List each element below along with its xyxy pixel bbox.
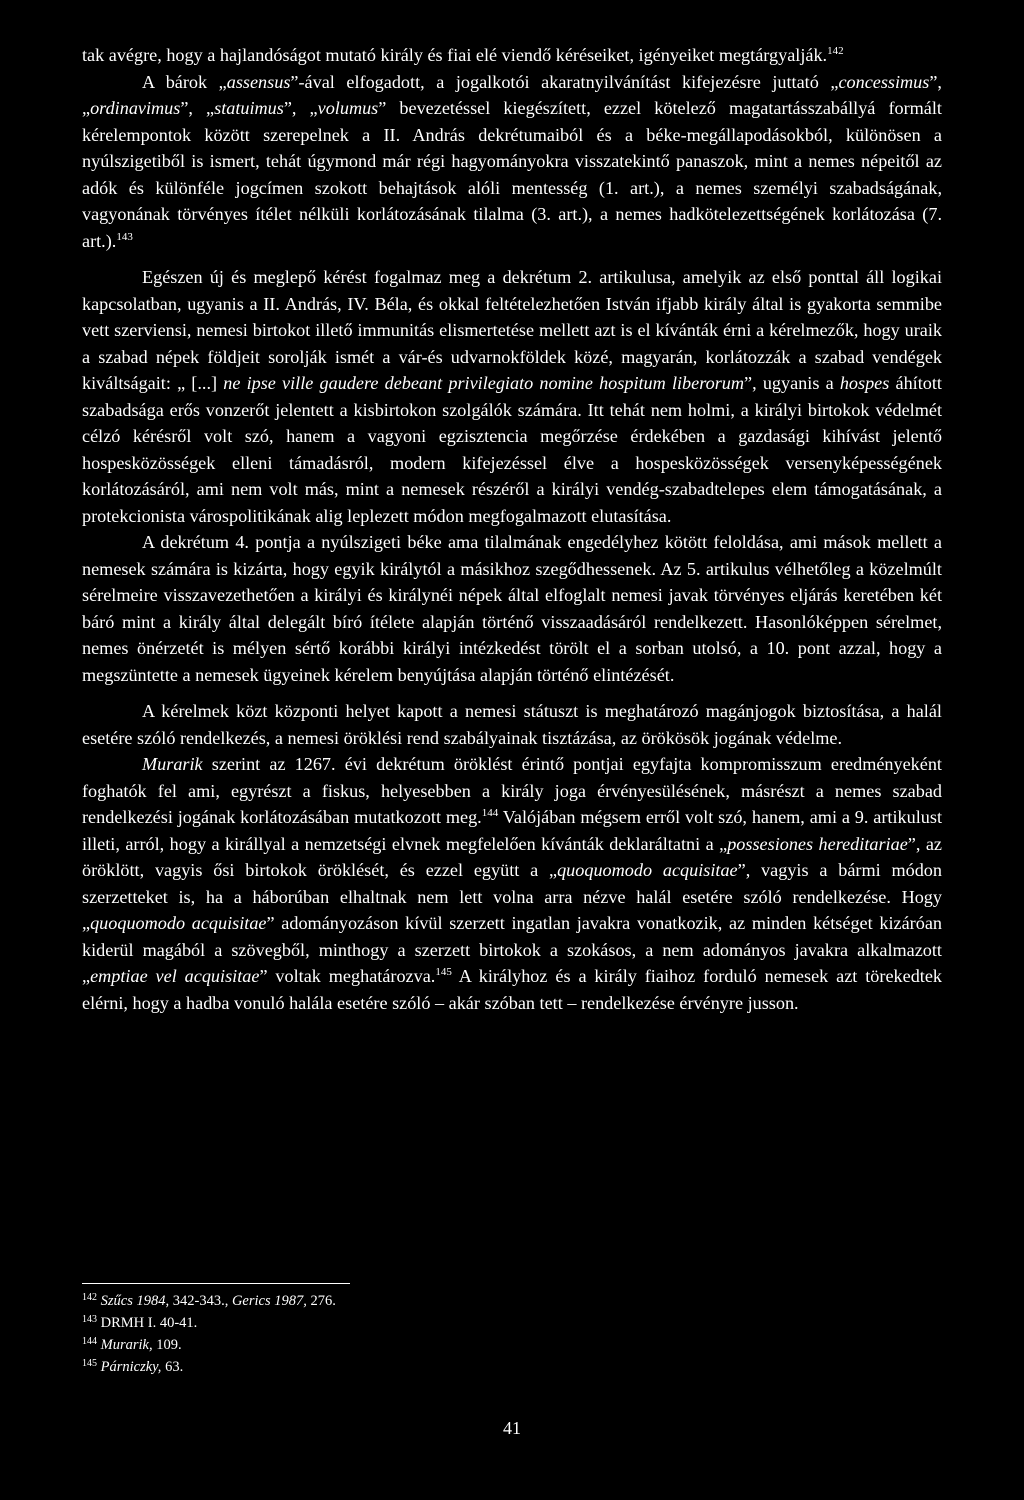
- page-number: 41: [503, 1418, 521, 1438]
- footnote-ref: 145: [435, 966, 452, 978]
- text-run: ” bevezetéssel kiegészített, ezzel kötelező magatartásszabállyá formált kérelempontok között szerepelnek a II. András dekrétumaiból és a béke-megállapodásokból, különösen a nyúlszigetiből is ismert, tehát úgymond már régi hagyományokra visszatekintő panaszok, mint a nemes népeitől az adók és különféle jogcímen szokott behajtások alóli mentesség (1. art.), a nemes személyi szabadságának, vagyonának törvényes ítélet nélküli korlátozásának tilalma (3. art.), a nemes hadkötelezettségének korlátozása (7. art.).: [82, 98, 942, 251]
- italic-text: Szűcs 1984,: [100, 1293, 170, 1309]
- paragraph: [82, 264, 942, 529]
- text-run: áhított szabadsága erős vonzerőt jelentett a kisbirtokon szolgálók számára. Itt tehát nem holmi, a királyi birtokok védelmét célzó kérésről volt szó, hanem a vagyoni egzisztencia megőrzése érdekében a gazdasági kihívást jelentő hospesközösségek elleni támadásról, modern kifejezéssel élve a hospesközösségek versenyképességének korlátozásáról, ami nem volt más, mint a nemesek részéről a királyi vendég-szabadtelepes elem támogatásának, a protekcionista várospolitikának alig leplezett módon megfogalmazott elutasítása.: [82, 373, 942, 526]
- text-run: ”, „: [283, 98, 318, 118]
- text-run: Egészen új és meglepő kérést fogalmaz meg a dekrétum 2. artikulusa, amelyik az első ponttal áll logikai kapcsolatban, ugyanis a II. András, IV. Béla, és okkal feltételezhetően István ifjabb király által is gyakorta semmibe vett szerviensi, nemesi birtokot illető immunitás elismertetése mellett azt is el kívánták érni a kérelmezők, hogy uraik a szabad népek földjeit sorolják ismét a vár-és udvarnokföldek közé, magyarán, korlátozzák a szabad vendégek kiváltságait: „ [...]: [82, 267, 942, 393]
- footnote: [82, 1334, 782, 1356]
- text-run: ”, az öröklött, vagyis ősi birtokok öröklését, és ezzel együtt a „: [82, 833, 943, 880]
- italic-text: ne ipse ville gaudere debeant privilegiato nomine hospitum liberorum: [223, 373, 745, 393]
- footnote-number: 142: [82, 1292, 97, 1303]
- footnote-ref: 142: [827, 45, 844, 57]
- italic-text: hospes: [839, 373, 890, 393]
- text-run: A dekrétum 4. pontja a nyúlszigeti béke ama tilalmának engedélyhez kötött feloldása, ami mások mellett a nemesek számára is kizárta, hogy egyik királytól a másikhoz szegődhessenek. Az 5. artikulus vélhetőleg a közelmúlt sérelmeire visszavezethetően a királyi és királynéi népek által elfoglalt nemesi javak törvényes eljárás keretében két báró mint a király által delegált bíró ítélete alapján történő visszaadásáról rendelkezett. Hasonlóképpen sérelmet, nemes önérzetét is mélyen sértő korábbi királyi intézkedést törölt el a sorban utolsó, a 10. pont azzal, hogy a megszüntette a nemesek ügyeinek kérelem benyújtása alapján történő elintézését.: [82, 532, 942, 685]
- italic-text: Murarik: [142, 754, 203, 774]
- text-run: ”, „: [180, 98, 215, 118]
- text-run: ”, ugyanis a: [744, 373, 840, 393]
- text-run: ” adományozáson kívül szerzett ingatlan javakra vonatkozik, az minden kétséget kizáróan kiderül magából a szövegből, minthogy a szerzett birtokok a szokásos, a nem adományos javakra alkalmazott „: [82, 913, 942, 986]
- italic-text: statuimus: [214, 98, 284, 118]
- text-run: tak avégre, hogy a hajlandóságot mutató király és fiai elé viendő kéréseiket, igényeiket megtárgyalják.: [82, 45, 828, 65]
- text-run: ”, „: [82, 71, 942, 118]
- footnote-number: 143: [82, 1314, 97, 1325]
- italic-text: ordinavimus: [90, 98, 181, 118]
- text-run: ” voltak meghatározva.: [259, 966, 436, 986]
- text-run: 342-343.,: [169, 1293, 232, 1309]
- text-run: Valójában mégsem erről volt szó, hanem, ami a 9. artikulust illeti, arról, hogy a királlyal a nemzetségi elvnek megfelelően kívánták deklaráltatni a „: [82, 807, 942, 854]
- footnote: [82, 1356, 782, 1378]
- footnote: [82, 1290, 782, 1312]
- paragraph: [82, 69, 942, 255]
- italic-text: possesiones hereditariae: [727, 833, 908, 854]
- italic-text: Párniczky,: [100, 1359, 162, 1375]
- text-run: 63.: [161, 1359, 184, 1375]
- text-run: ”-ával elfogadott, a jogalkotói akaratnyilvánítást kifejezésre juttató „: [290, 71, 839, 92]
- body-text: [82, 42, 942, 1016]
- italic-text: quoquomodo acquisitae: [90, 913, 267, 933]
- text-run: A kérelmek közt központi helyet kapott a nemesi státuszt is meghatározó magánjogok biztosítása, a halál esetére szóló rendelkezés, a nemesi öröklési rend szabályainak tisztázása, az örökösök jogának védelme.: [82, 701, 942, 748]
- italic-text: emptiae vel acquisitae: [90, 966, 260, 986]
- text-run: DRMH I. 40-41.: [100, 1315, 198, 1331]
- footnote-number: 145: [82, 1358, 97, 1369]
- text-run: 109.: [152, 1337, 182, 1353]
- footnote: [82, 1312, 782, 1334]
- footnote-ref: 143: [116, 230, 133, 243]
- text-run: 276.: [306, 1293, 336, 1309]
- paragraph: [82, 42, 942, 69]
- footnote-number: 144: [82, 1336, 97, 1347]
- footnotes: [82, 1290, 782, 1378]
- italic-text: Murarik,: [100, 1337, 153, 1353]
- paragraph: [82, 529, 942, 688]
- text-run: A királyhoz és a király fiaihoz forduló nemesek azt törekedtek elérni, hogy a hadba vonuló halála esetére szóló – akár szóban tett – rendelkezése érvényre jusson.: [82, 966, 943, 1013]
- footnote-ref: 144: [481, 807, 499, 819]
- italic-text: volumus: [317, 98, 379, 118]
- text-run: ”, vagyis a bármi módon szerzetteket is, ha a háborúban elhaltnak nem lett volna arra nézve halál esetére szóló rendelkezése. Hogy „: [82, 860, 942, 933]
- paragraph: [82, 751, 942, 1016]
- text-run: szerint az 1267. évi dekrétum öröklést érintő pontjai egyfajta kompromisszum eredményeként foghatók fel ami, egyrészt a fiskus, helyesebben a király joga érvényesülésének, másrészt a nemes szabad rendelkezési jogának korlátozásában mutatkozott meg.: [82, 754, 942, 827]
- italic-text: concessimus: [838, 71, 930, 92]
- italic-text: assensus: [226, 71, 291, 92]
- paragraph: [82, 698, 942, 751]
- text-run: A bárok „: [142, 71, 227, 92]
- italic-text: Gerics 1987,: [231, 1293, 307, 1309]
- italic-text: quoquomodo acquisitae: [557, 860, 738, 880]
- footnote-separator: [82, 1283, 350, 1284]
